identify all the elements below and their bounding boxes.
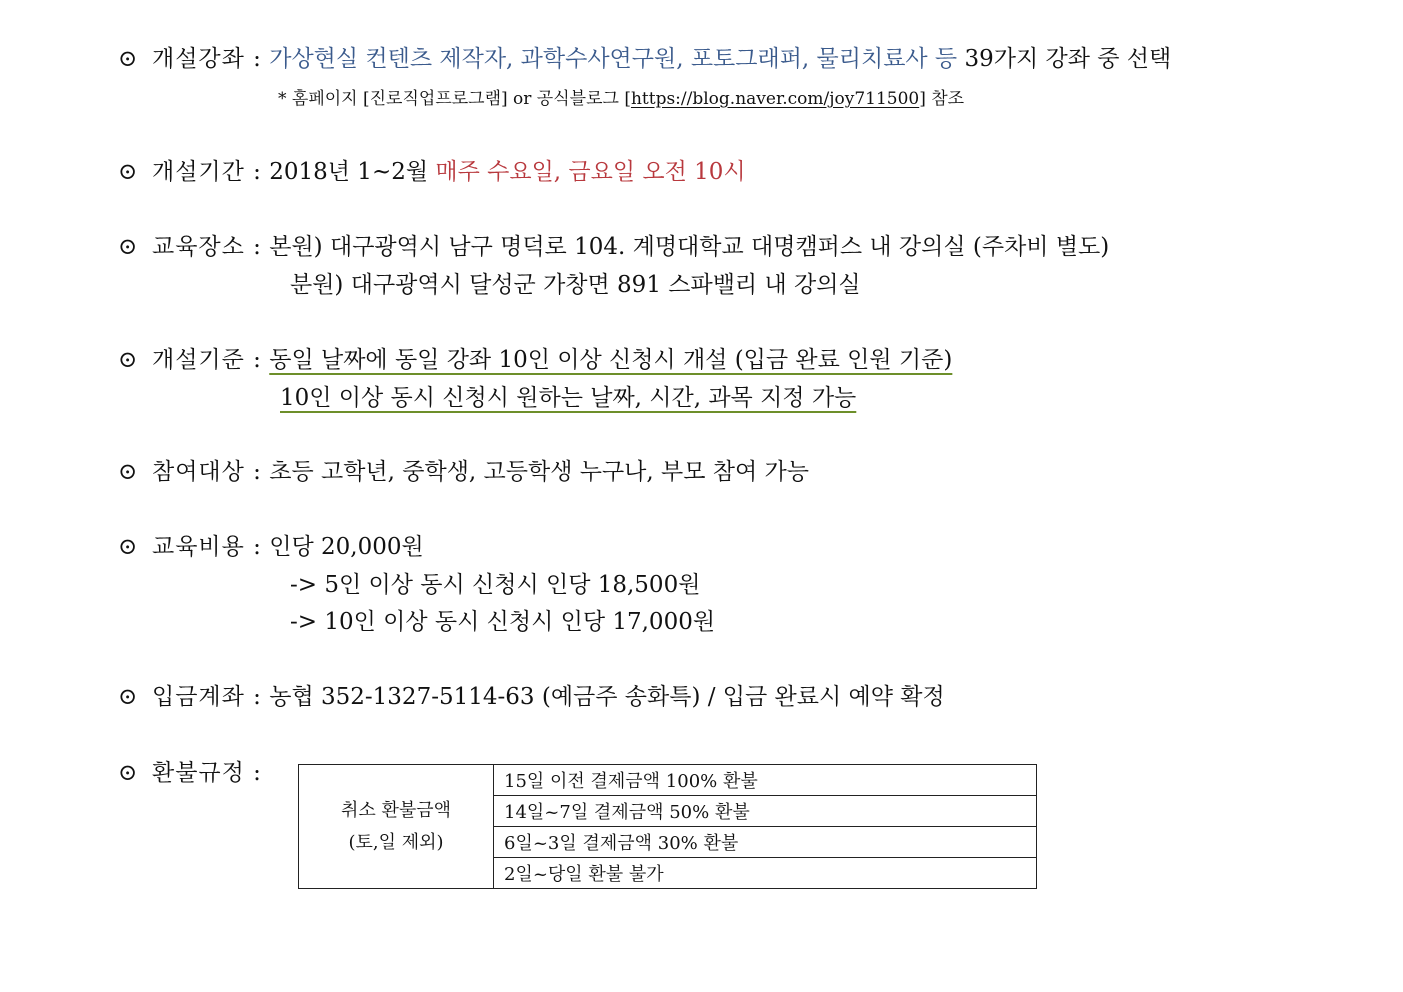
circle-dot-icon: ⊙	[118, 234, 138, 260]
criteria-label: 개설기준 :	[152, 347, 262, 373]
location-label: 교육장소 :	[152, 234, 262, 260]
courses-note	[278, 87, 964, 111]
courses-highlight: 가상현실 컨텐츠 제작자, 과학수사연구원, 포토그래퍼, 물리치료사 등	[269, 46, 958, 72]
courses-label: 개설강좌 :	[152, 46, 262, 72]
cost-row	[118, 532, 424, 562]
cost-line3: -> 10인 이상 동시 신청시 인당 17,000원	[290, 609, 716, 635]
circle-dot-icon: ⊙	[118, 684, 138, 710]
account-row	[118, 682, 945, 712]
criteria-line2: 10인 이상 동시 신청시 원하는 날짜, 시간, 과목 지정 가능	[280, 385, 857, 411]
refund-rule-cell: 6일~3일 결제금액 30% 환불	[494, 827, 1037, 858]
refund-category-line2: (토,일 제외)	[348, 831, 444, 853]
courses-note-prefix: * 홈페이지 [진로직업프로그램] or 공식블로그 [	[278, 89, 631, 109]
cost-line2: -> 5인 이상 동시 신청시 인당 18,500원	[290, 572, 701, 598]
refund-row	[118, 758, 262, 788]
refund-rule-cell: 2일~당일 환불 불가	[494, 858, 1037, 889]
target-row	[118, 457, 809, 487]
circle-dot-icon: ⊙	[118, 347, 138, 373]
location-row	[118, 232, 1109, 262]
period-highlight: 매주 수요일, 금요일 오전 10시	[435, 159, 746, 185]
criteria-line2-wrap	[280, 383, 856, 413]
period-plain: 2018년 1~2월	[269, 159, 436, 185]
refund-category-cell	[299, 765, 494, 889]
circle-dot-icon: ⊙	[118, 46, 138, 72]
account-text: 농협 352-1327-5114-63 (예금주 송화특) / 입금 완료시 예약 확정	[269, 684, 945, 710]
location-line2: 분원) 대구광역시 달성군 가창면 891 스파밸리 내 강의실	[290, 272, 861, 298]
circle-dot-icon: ⊙	[118, 159, 138, 185]
criteria-line1: 동일 날짜에 동일 강좌 10인 이상 신청시 개설 (입금 완료 인원 기준)	[269, 347, 953, 373]
period-row	[118, 157, 746, 187]
circle-dot-icon: ⊙	[118, 459, 138, 485]
circle-dot-icon: ⊙	[118, 760, 138, 786]
account-label: 입금계좌 :	[152, 684, 262, 710]
refund-category-line1: 취소 환불금액	[340, 799, 452, 821]
courses-rest: 39가지 강좌 중 선택	[957, 46, 1172, 72]
blog-link[interactable]: https://blog.naver.com/joy711500	[630, 89, 920, 109]
criteria-row	[118, 345, 952, 375]
cost-label: 교육비용 :	[152, 534, 262, 560]
period-label: 개설기간 :	[152, 159, 262, 185]
courses-row	[118, 44, 1171, 74]
table-row	[299, 765, 1037, 796]
location-line1: 본원) 대구광역시 남구 명덕로 104. 계명대학교 대명캠퍼스 내 강의실 (주차비 별도)	[269, 234, 1110, 260]
circle-dot-icon: ⊙	[118, 534, 138, 560]
target-label: 참여대상 :	[152, 459, 262, 485]
refund-label: 환불규정 :	[152, 760, 262, 786]
refund-table	[298, 764, 1037, 889]
courses-note-suffix: ] 참조	[919, 89, 965, 109]
refund-rule-cell: 14일~7일 결제금액 50% 환불	[494, 796, 1037, 827]
cost-line1: 인당 20,000원	[269, 534, 424, 560]
target-text: 초등 고학년, 중학생, 고등학생 누구나, 부모 참여 가능	[269, 459, 809, 485]
refund-rule-cell: 15일 이전 결제금액 100% 환불	[494, 765, 1037, 796]
